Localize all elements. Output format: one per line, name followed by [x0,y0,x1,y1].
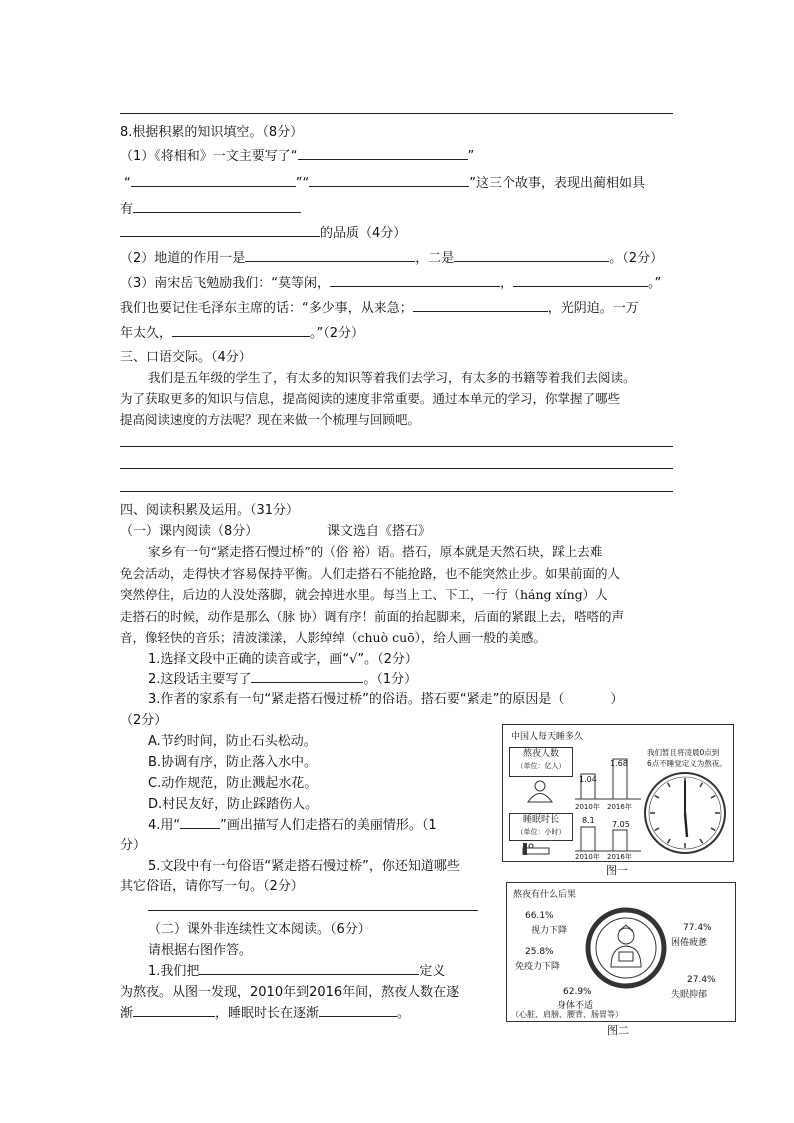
q8-p4-a: 我们也要记住毛泽东主席的话：“多少事，从来急； [120,301,413,316]
q8-p4-b: ，光阴迫。一万 [547,301,639,316]
blank-mao-1[interactable] [413,299,548,312]
b-q1-line1 [148,960,445,979]
section3-line1: 我们是五年级的学生了，有太多的知识等着我们去学习，有太多的书籍等着我们去阅读。 [148,370,636,385]
passage [120,541,680,649]
fig1-v-people-2016: 1.68 [610,759,628,768]
reading-q4-a: 4.用“ [148,818,181,833]
b-q1-e: ，睡眠时长在逐渐 [215,1006,320,1021]
q8-line3 [120,198,301,217]
b-q1-line2: 为熬夜。从图一发现，2010年到2016年间，熬夜人数在逐 [120,985,460,1000]
fig1-note-1: 我们暂且将凌晨0点到 [647,748,720,757]
option-c[interactable]: C.动作规范，防止溅起水花。 [148,776,318,791]
b-q1-line3 [120,1002,410,1021]
answer-line-proverb[interactable] [148,910,478,911]
reading-q5-b: 其它俗语，请你写一句。（2分） [120,879,304,894]
answer-line-3[interactable] [120,491,673,492]
passage-line: 音，像轻快的音乐；清波漾漾，人影绰绰（chuò cuō），给人画一般的美感。 [120,630,546,645]
fig1-year-2016-b: 2016年 [607,853,632,861]
section3-title: 三、口语交际。（4分） [120,350,252,365]
fig1-year-2016-a: 2016年 [607,803,632,811]
q8-line7 [120,297,639,316]
section4-sub2: （二）课外非连续性文本阅读。（6分） [148,922,371,937]
section3-line2: 为了获取更多的知识与信息，提高阅读的速度非常重要。通过本单元的学习，你掌握了哪些 [120,391,621,406]
section4-sub2-intro: 请根据右图作答。 [148,943,253,958]
blank-quality-1[interactable] [133,200,301,213]
blank-story-3[interactable] [309,174,469,187]
b-q1-a: 1.我们把 [148,964,200,979]
blank-mao-2[interactable] [172,324,310,337]
fig2-title: 熬夜有什么后果 [513,890,577,900]
q8-p1-quality: 的品质（4分） [320,226,407,241]
blank-trend-people[interactable] [133,1004,215,1017]
q8-p1-text: （1）《将相和》一文主要写了“ [120,149,298,164]
option-a[interactable]: A.节约时间，防止石头松动。 [148,734,317,749]
fig2-v5: 27.4% [687,975,716,985]
fig2-t3: 身体不适 [557,1001,594,1011]
top-divider [120,113,673,114]
blank-definition[interactable] [199,962,419,975]
q8-line5 [120,247,663,266]
reading-q1: 1.选择文段中正确的读音或字，画“√”。（2分） [148,652,418,667]
passage-line: 免会活动，走得快才容易保持平衡。人们走搭石不能抢路，也不能突然止步。如果前面的人 [120,565,621,581]
sleepy-person-icon [605,923,647,969]
q8-p1-you: 有 [120,202,134,217]
reading-q2-score: 。（1分） [363,672,418,687]
passage-line: 突然停住，后边的人没处落脚，就会掉进水里。每当上工、下工，一行（háng xíng）人 [120,587,608,602]
q8-line2 [124,172,645,191]
option-b[interactable]: B.协调有序，防止落入水中。 [148,755,318,770]
fig2-t4: 困倦疲惫 [671,938,708,948]
blank-wavy-line[interactable] [180,816,220,829]
section3-line3: 提高阅读速度的方法呢？现在来做一个梳理与回顾吧。 [120,412,421,427]
reading-q4-score: 分） [120,838,147,853]
blank-yuefei-2[interactable] [513,274,648,287]
fig2-t2: 免疫力下降 [515,962,561,972]
b-q1-f: 。 [397,1006,411,1021]
reading-q5-a: 5.文段中有一句俗语“紧走搭石慢过桥”，你还知道哪些 [148,859,460,874]
answer-line-2[interactable] [120,468,673,469]
q8-p1-end: ”这三个故事，表现出蔺相如具 [469,176,645,191]
fig1-v-sleep-2016: 7.05 [612,820,630,829]
b-q1-d: 渐 [120,1006,134,1021]
fig1-box-sleep [509,813,573,841]
q8-line6 [120,272,661,291]
clock-icon [643,771,727,855]
bed-icon [521,841,551,857]
figure-1 [502,724,734,862]
fig2-v3: 62.9% [563,987,592,997]
fig1-box-sleep-l1: 睡眠时长 [522,815,559,825]
section4-sub1-source: 课文选自《搭石》 [327,524,432,539]
person-icon [523,779,557,803]
reading-q4 [148,814,437,833]
q8-p2-b: ，二是 [415,251,455,266]
blank-tunnel-2[interactable] [454,249,609,262]
fig2-v4: 77.4% [683,923,712,933]
fig2-t3b: （心脏、肩膀、腰背、肠胃等） [511,1010,623,1019]
fig1-v-sleep-2010: 8.1 [582,816,595,825]
q8-p3-a: （3）南宋岳飞勉励我们：“莫等闲， [120,276,331,291]
q8-mid-quotes: ”“ [295,176,310,191]
q8-p5-b: 。”（2分） [310,326,365,341]
fig1-box-people-l2: （单位：亿人） [516,762,566,770]
q8-p3-c: 。” [648,276,662,291]
answer-line-1[interactable] [120,446,673,447]
q8-title: 8.根据积累的知识填空。（8分） [120,125,304,140]
q8-p3-b: ， [500,276,514,291]
fig1-title: 中国人每天睡多久 [511,732,584,742]
q8-quote-close: ” [467,149,475,164]
q8-line8 [120,322,364,341]
fig1-box-sleep-l2: （单位：小时） [516,828,566,836]
fig1-note-2: 6点不睡觉定义为熬夜。 [647,759,727,768]
q8-p2-c: 。（2分） [609,251,664,266]
fig1-caption: 图一 [606,864,628,877]
reading-q2 [148,668,417,687]
reading-q2-text: 2.这段话主要写了 [148,672,252,687]
fig1-box-people-l1: 熬夜人数 [522,749,559,759]
reading-q4-b: ”画出描写人们走搭石的美丽情形。（1 [220,818,437,833]
q8-p5-a: 年太久， [120,326,173,341]
b-q1-b: 定义 [419,964,446,979]
fig2-t5: 失眠抑郁 [671,990,708,1000]
blank-story-2[interactable] [131,174,296,187]
blank-tunnel-1[interactable] [245,249,415,262]
fig1-v-people-2010: 1.04 [579,775,597,784]
q8-quote-open: “ [124,176,131,191]
fig1-year-2010-a: 2010年 [575,803,600,811]
reading-q3-close: ） [610,692,624,707]
bar-sleep-2016 [613,830,627,851]
reading-q3-text: 3.作者的家系有一句“紧走搭石慢过桥”的俗语。搭石要“紧走”的原因是（ [148,692,565,707]
section4-title: 四、阅读积累及运用。（31分） [120,503,300,518]
fig2-v1: 66.1% [525,911,554,921]
blank-trend-sleep[interactable] [319,1004,397,1017]
blank-main-idea[interactable] [251,670,363,683]
q8-p2-a: （2）地道的作用一是 [120,251,246,266]
passage-line: 走搭石的时候，动作是那么（脉 协）调有序！前面的抬起脚来，后面的紧跟上去，嗒嗒的声 [120,608,624,624]
blank-yuefei-1[interactable] [330,274,500,287]
bar-sleep-2010 [581,827,595,851]
q8-line1 [120,145,474,164]
figure-2 [506,882,736,1022]
reading-q3-score: （2分） [120,713,168,728]
q8-line4 [120,222,406,241]
passage-line: 家乡有一句“紧走搭石慢过桥”的（俗 裕）语。搭石，原本就是天然石块，踩上去难 [148,544,603,559]
reading-q3 [148,688,623,707]
option-d[interactable]: D.村民友好，防止踩踏伤人。 [148,797,319,812]
fig2-caption: 图二 [607,1024,629,1037]
blank-quality-2[interactable] [120,224,320,237]
fig2-v2: 25.8% [525,947,554,957]
fig1-bars-people [573,743,643,801]
fig2-t1: 视力下降 [531,926,568,936]
blank-story-1[interactable] [298,147,468,160]
section4-sub1: （一）课内阅读（8分） [120,524,259,539]
fig1-year-2010-b: 2010年 [575,853,600,861]
fig1-box-people [509,747,573,777]
